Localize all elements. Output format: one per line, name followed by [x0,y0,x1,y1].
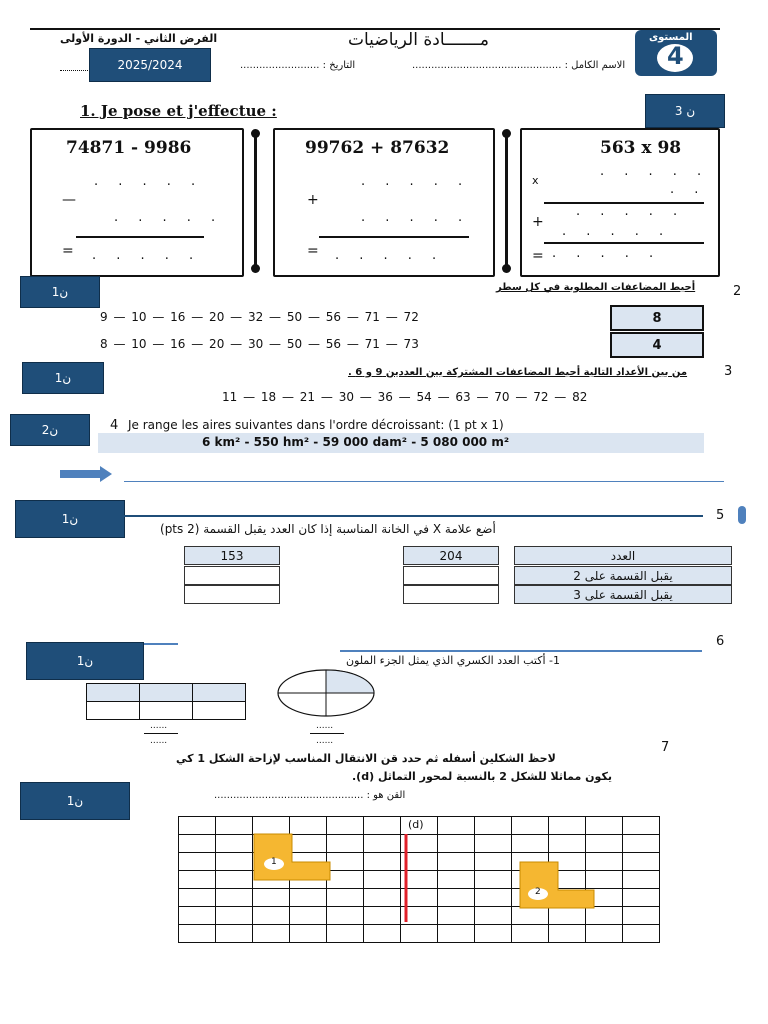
q1-title: 1. Je pose et j'effectue : [80,102,277,120]
op-3-rule-2 [544,242,704,244]
q6-circle-fraction [276,668,376,718]
q5-number: 5 [716,508,725,523]
op-3-dots-a: . . . . . [600,164,710,179]
axis-d-label: (d) [408,818,424,831]
equals-sign: = [62,243,74,259]
q3-points: 1ن [22,362,104,394]
q5-head-153: 153 [184,546,280,565]
op-1: 74871 - 9986 [66,138,192,158]
plus-sign: + [307,192,319,208]
subject-title: مـــــــادة الرياضيات [348,30,489,50]
rect-cell [140,702,193,720]
q2-row1: 9 — 10 — 16 — 20 — 32 — 50 — 56 — 71 — 72 [100,310,419,324]
q4-points: 2ن [10,414,90,446]
q6-blank-2b: ...... [316,736,334,746]
separator-1 [254,132,257,270]
equals-sign: = [532,248,544,264]
q5-row2-153[interactable] [184,585,280,604]
q5-row1-204[interactable] [403,566,499,585]
q3-number: 3 [724,364,733,379]
q6-number: 6 [716,634,725,649]
q2-row1-answer: 8 [610,305,704,331]
q5-row2-label: يقبل القسمة على 3 [514,585,732,604]
q7-shapes [178,816,678,946]
q7-instruction-2: يكون مماثلا للشكل 2 بالنسبة لمحور التماثل (d). [352,770,612,783]
q6-blank-1: ...... [150,721,168,731]
q6-blank-1-line [144,733,178,734]
q2-number: 2 [733,284,742,299]
rect-cell [193,702,246,720]
q7-answer-line: القن هو : ............................................... [214,790,406,801]
level-badge [635,30,717,76]
exam-label: الفرض الثاني - الدورة الأولى [60,32,218,45]
q3-instruction: من بين الأعداد التالية أحيط المضاعفات المشتركة بين العددين 9 و 6 . [348,367,688,378]
rect-cell [87,702,140,720]
year-badge: 2025/2024 [89,48,211,82]
q6-blank-2-line [310,733,344,734]
q2-instruction: أحيط المضاعفات المطلوبة في كل سطر [496,282,696,293]
q4-answer-line [124,481,724,482]
q2-points: 1ن [20,276,100,308]
op-box-3 [520,128,720,277]
separator-2 [505,132,508,270]
shape-1-label: 1 [271,857,277,867]
plus-sign: + [532,214,544,230]
op-2-rule [319,236,469,238]
q2-row2: 8 — 10 — 16 — 20 — 30 — 50 — 56 — 71 — 73 [100,337,419,351]
shape-2-label: 2 [535,887,541,897]
q5-head-label: العدد [514,546,732,565]
op-1-dots-b: . . . . . [114,210,224,225]
q5-marker [738,506,746,524]
minus-sign: — [62,192,76,208]
level-label: المستوى [649,32,693,43]
q5-row1-label: يقبل القسمة على 2 [514,566,732,585]
q4-number: 4 [110,418,119,433]
op-3-dots-c: . . . . . [576,204,686,219]
level-number: 4 [667,42,684,70]
q4-instruction: Je range les aires suivantes dans l'ordre décroissant: (1 pt x 1) [128,418,504,432]
shape-2 [520,862,594,908]
q5-rule [123,515,703,517]
q6-blank-1b: ...... [150,736,168,746]
q5-row2-204[interactable] [403,585,499,604]
op-1-rule [76,236,204,238]
shape-1 [254,834,330,880]
q7-points: 1ن [20,782,130,820]
q6-instruction: 1- أكتب العدد الكسري الذي يمثل الجزء الملون [346,654,561,667]
op-3-dots-e: . . . . . [552,246,662,261]
op-1-dots-c: . . . . . [92,248,202,263]
op-box-1 [30,128,244,277]
q6-rule-right [340,650,702,652]
op-2: 99762 + 87632 [305,138,450,158]
q6-blank-2: ...... [316,721,334,731]
equals-sign: = [307,243,319,259]
op-1-dots-a: . . . . . [94,174,204,189]
op-3-dots-b: . . [670,182,707,197]
q6-rect-fraction [86,683,246,720]
date-label: التاريخ : ......................... [240,60,356,71]
op-box-2 [273,128,495,277]
q5-points: 1ن [15,500,125,538]
q5-row1-153[interactable] [184,566,280,585]
op-3-dots-d: . . . . . [562,224,672,239]
q3-row: 11 — 18 — 21 — 30 — 36 — 54 — 63 — 70 — 72 — 82 [222,390,588,404]
op-3: 563 x 98 [600,138,682,158]
q5-head-204: 204 [403,546,499,565]
op-2-dots-b: . . . . . [361,210,471,225]
q1-points: 3 ن [645,94,725,128]
q4-values: 6 km² - 550 hm² - 59 000 dam² - 5 080 000 m² [202,435,510,449]
times-sign: x [532,174,539,187]
rect-cell-shaded [87,684,140,702]
q4-arrow [60,470,100,478]
q5-instruction: أضع علامة X في الخانة المناسبة إذا كان العدد يقبل القسمة (2 pts) [160,522,496,536]
rect-cell-shaded [193,684,246,702]
op-2-dots-c: . . . . . [335,248,445,263]
name-label: الاسم الكامل : ............................................... [412,60,626,71]
q7-instruction-1: لاحظ الشكلين أسفله ثم حدد قن الانتقال المناسب لإزاحة الشكل 1 كي [176,752,556,765]
q7-number: 7 [661,740,670,755]
q4-arrow-head [100,466,112,482]
rect-cell-shaded [140,684,193,702]
op-2-dots-a: . . . . . [361,174,471,189]
q2-row2-answer: 4 [610,332,704,358]
q6-points: 1ن [26,642,144,680]
